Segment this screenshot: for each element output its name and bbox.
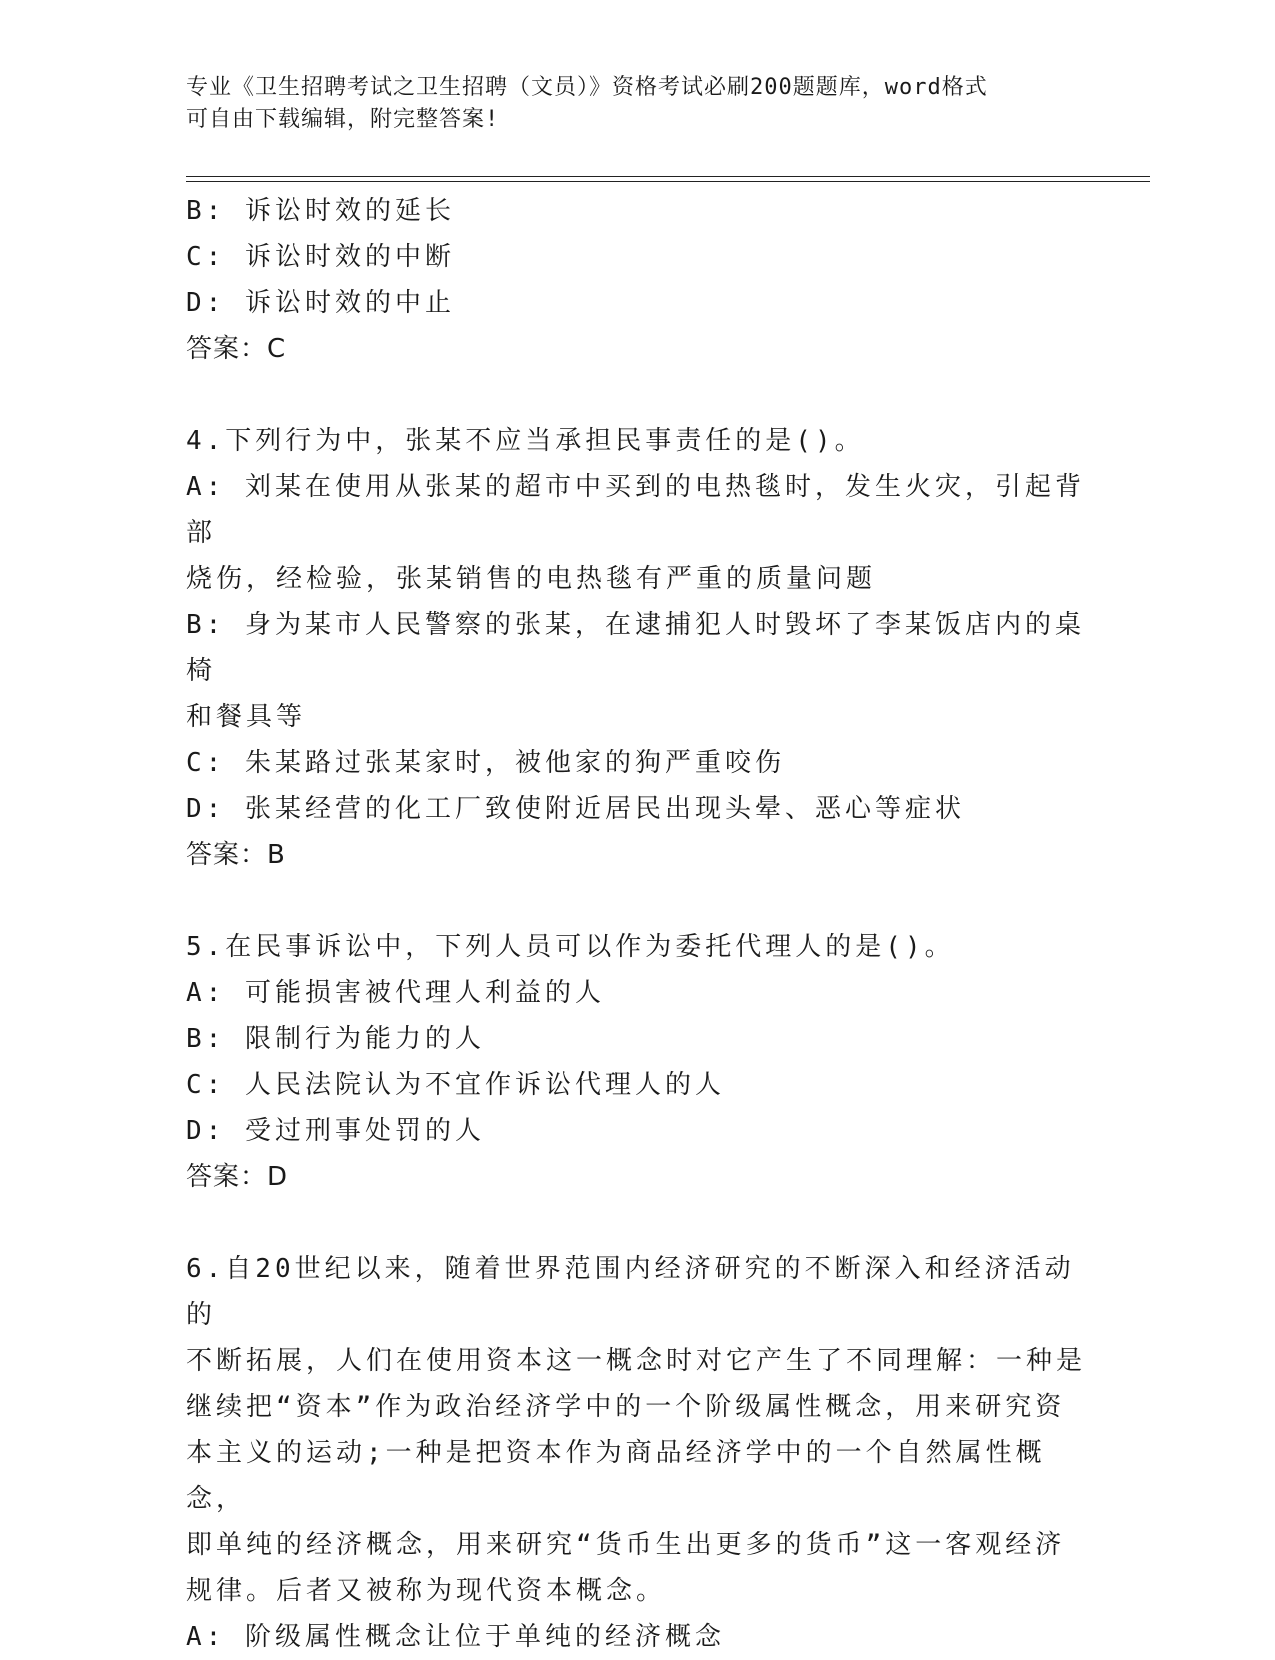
question-6 — [186, 1246, 1086, 1660]
header-title-line-2: 可自由下载编辑，附完整答案! — [186, 107, 500, 132]
q5-option-d: D: 受过刑事处罚的人 — [186, 1116, 485, 1146]
q6-stem-line-1: 6.自20世纪以来，随着世界范围内经济研究的不断深入和经济活动的 — [186, 1254, 1075, 1330]
question-5 — [186, 924, 1086, 1200]
q4-stem: 4.下列行为中，张某不应当承担民事责任的是()。 — [186, 426, 865, 456]
q4-option-b-line-2: 和餐具等 — [186, 702, 307, 732]
q3-option-c: C: 诉讼时效的中断 — [186, 242, 455, 272]
q4-option-b-line-1: B: 身为某市人民警察的张某，在逮捕犯人时毁坏了李某饭店内的桌椅 — [186, 610, 1085, 686]
q6-stem-line-5: 即单纯的经济概念，用来研究“货币生出更多的货币”这一客观经济 — [186, 1530, 1066, 1560]
q5-option-a: A: 可能损害被代理人利益的人 — [186, 978, 605, 1008]
q6-option-a: A: 阶级属性概念让位于单纯的经济概念 — [186, 1622, 725, 1652]
page-header — [186, 72, 1066, 136]
q4-option-d: D: 张某经营的化工厂致使附近居民出现头晕、恶心等症状 — [186, 794, 965, 824]
question-4 — [186, 418, 1086, 878]
q6-stem-line-6: 规律。后者又被称为现代资本概念。 — [186, 1576, 667, 1606]
question-spacer — [186, 878, 1086, 924]
q6-stem-line-2: 不断拓展，人们在使用资本这一概念时对它产生了不同理解：一种是 — [186, 1346, 1087, 1376]
question-3-tail — [186, 188, 1086, 372]
q4-option-a-line-2: 烧伤，经检验，张某销售的电热毯有严重的质量问题 — [186, 564, 877, 594]
q4-option-c: C: 朱某路过张某家时，被他家的狗严重咬伤 — [186, 748, 785, 778]
q4-option-a-line-1: A: 刘某在使用从张某的超市中买到的电热毯时，发生火灾，引起背部 — [186, 472, 1085, 548]
q3-option-d: D: 诉讼时效的中止 — [186, 288, 455, 318]
question-spacer — [186, 372, 1086, 418]
q6-stem-line-3: 继续把“资本”作为政治经济学中的一个阶级属性概念，用来研究资 — [186, 1392, 1066, 1422]
q5-answer: 答案：D — [186, 1162, 289, 1192]
q5-option-c: C: 人民法院认为不宜作诉讼代理人的人 — [186, 1070, 725, 1100]
q3-answer: 答案：C — [186, 334, 287, 364]
q5-option-b: B: 限制行为能力的人 — [186, 1024, 485, 1054]
header-title-line-1: 专业《卫生招聘考试之卫生招聘（文员）》资格考试必刷200题题库，word格式 — [186, 75, 988, 100]
q6-stem-line-4: 本主义的运动;一种是把资本作为商品经济学中的一个自然属性概念， — [186, 1438, 1046, 1514]
q3-option-b: B: 诉讼时效的延长 — [186, 196, 455, 226]
q5-stem: 5.在民事诉讼中，下列人员可以作为委托代理人的是()。 — [186, 932, 955, 962]
question-content — [186, 188, 1086, 1660]
header-divider — [186, 176, 1150, 182]
question-spacer — [186, 1200, 1086, 1246]
q4-answer: 答案：B — [186, 840, 286, 870]
